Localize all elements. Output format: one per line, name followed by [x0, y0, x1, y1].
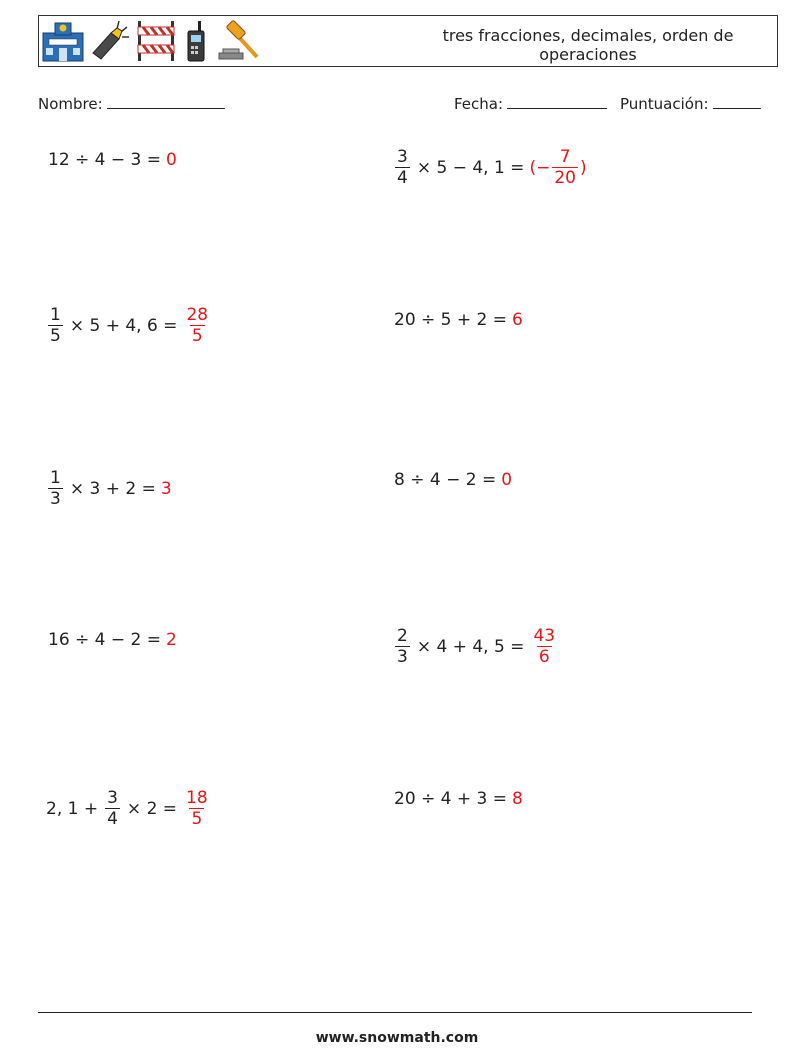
fraction: $\frac{3}{4}$ — [107, 788, 118, 829]
date-blank — [507, 94, 607, 109]
problem-expression: × 4 + 4, 5 = — [416, 636, 525, 657]
worksheet-title: tres fracciones, decimales, orden de operaciones — [442, 26, 734, 64]
police-station-icon — [41, 19, 85, 63]
problem-expression: × 3 + 2 = — [69, 478, 156, 499]
problem-expression: 20 ÷ 4 + 3 = — [394, 789, 508, 809]
problem-answer: 8 — [512, 789, 523, 809]
fraction: $\frac{2}{3}$ — [397, 626, 408, 667]
footer-divider — [38, 1012, 752, 1013]
problem-10 — [394, 789, 523, 809]
problem-answer: 0 — [166, 150, 177, 170]
problem-5 — [46, 468, 172, 509]
problem-answer: $\frac{43}{6}$ — [533, 626, 556, 667]
name-field — [38, 94, 225, 113]
problem-8 — [393, 626, 559, 667]
problem-expression: × 2 = — [126, 798, 178, 819]
gavel-icon — [215, 19, 263, 63]
problem-answer: $\frac{28}{5}$ — [186, 305, 209, 346]
score-blank — [713, 94, 761, 109]
problem-expression: 8 ÷ 4 − 2 = — [394, 470, 497, 490]
date-field — [454, 94, 607, 113]
problem-answer: $\frac{18}{5}$ — [186, 788, 208, 829]
problem-answer: 0 — [501, 470, 513, 490]
score-label: Puntuación: — [620, 95, 709, 113]
problem-1 — [48, 150, 177, 170]
problem-expression: 2, 1 + — [46, 798, 99, 819]
road-barrier-icon — [135, 19, 177, 63]
problem-expression: 16 ÷ 4 − 2 = — [48, 630, 162, 650]
problem-2 — [393, 147, 587, 188]
name-blank — [107, 94, 225, 109]
flashlight-icon — [89, 19, 131, 63]
fraction: $\frac{3}{4}$ — [397, 147, 408, 188]
walkie-talkie-icon — [181, 19, 211, 63]
problem-expression: 20 ÷ 5 + 2 = — [394, 310, 508, 330]
problem-answer: 3 — [160, 478, 172, 499]
problem-7 — [48, 630, 177, 650]
problem-answer: 6 — [512, 310, 523, 330]
worksheet-header — [38, 15, 778, 67]
name-label: Nombre: — [38, 95, 103, 113]
problem-3 — [46, 305, 212, 346]
problem-answer: 2 — [166, 630, 177, 650]
score-field — [620, 94, 761, 113]
problem-6 — [394, 470, 512, 490]
footer-url: www.snowmath.com — [315, 1030, 479, 1046]
problem-answer: (− $\frac{7}{20}$ ) — [529, 147, 587, 188]
problem-expression: × 5 − 4, 1 = — [416, 157, 525, 178]
problem-expression: 12 ÷ 4 − 3 = — [48, 150, 162, 170]
problem-4 — [394, 310, 523, 330]
fraction: $\frac{1}{5}$ — [50, 305, 61, 346]
fraction: $\frac{1}{3}$ — [50, 468, 61, 509]
header-icons — [41, 18, 263, 64]
problem-expression: × 5 + 4, 6 = — [69, 315, 178, 336]
date-label: Fecha: — [454, 95, 504, 113]
problem-9 — [46, 788, 212, 829]
